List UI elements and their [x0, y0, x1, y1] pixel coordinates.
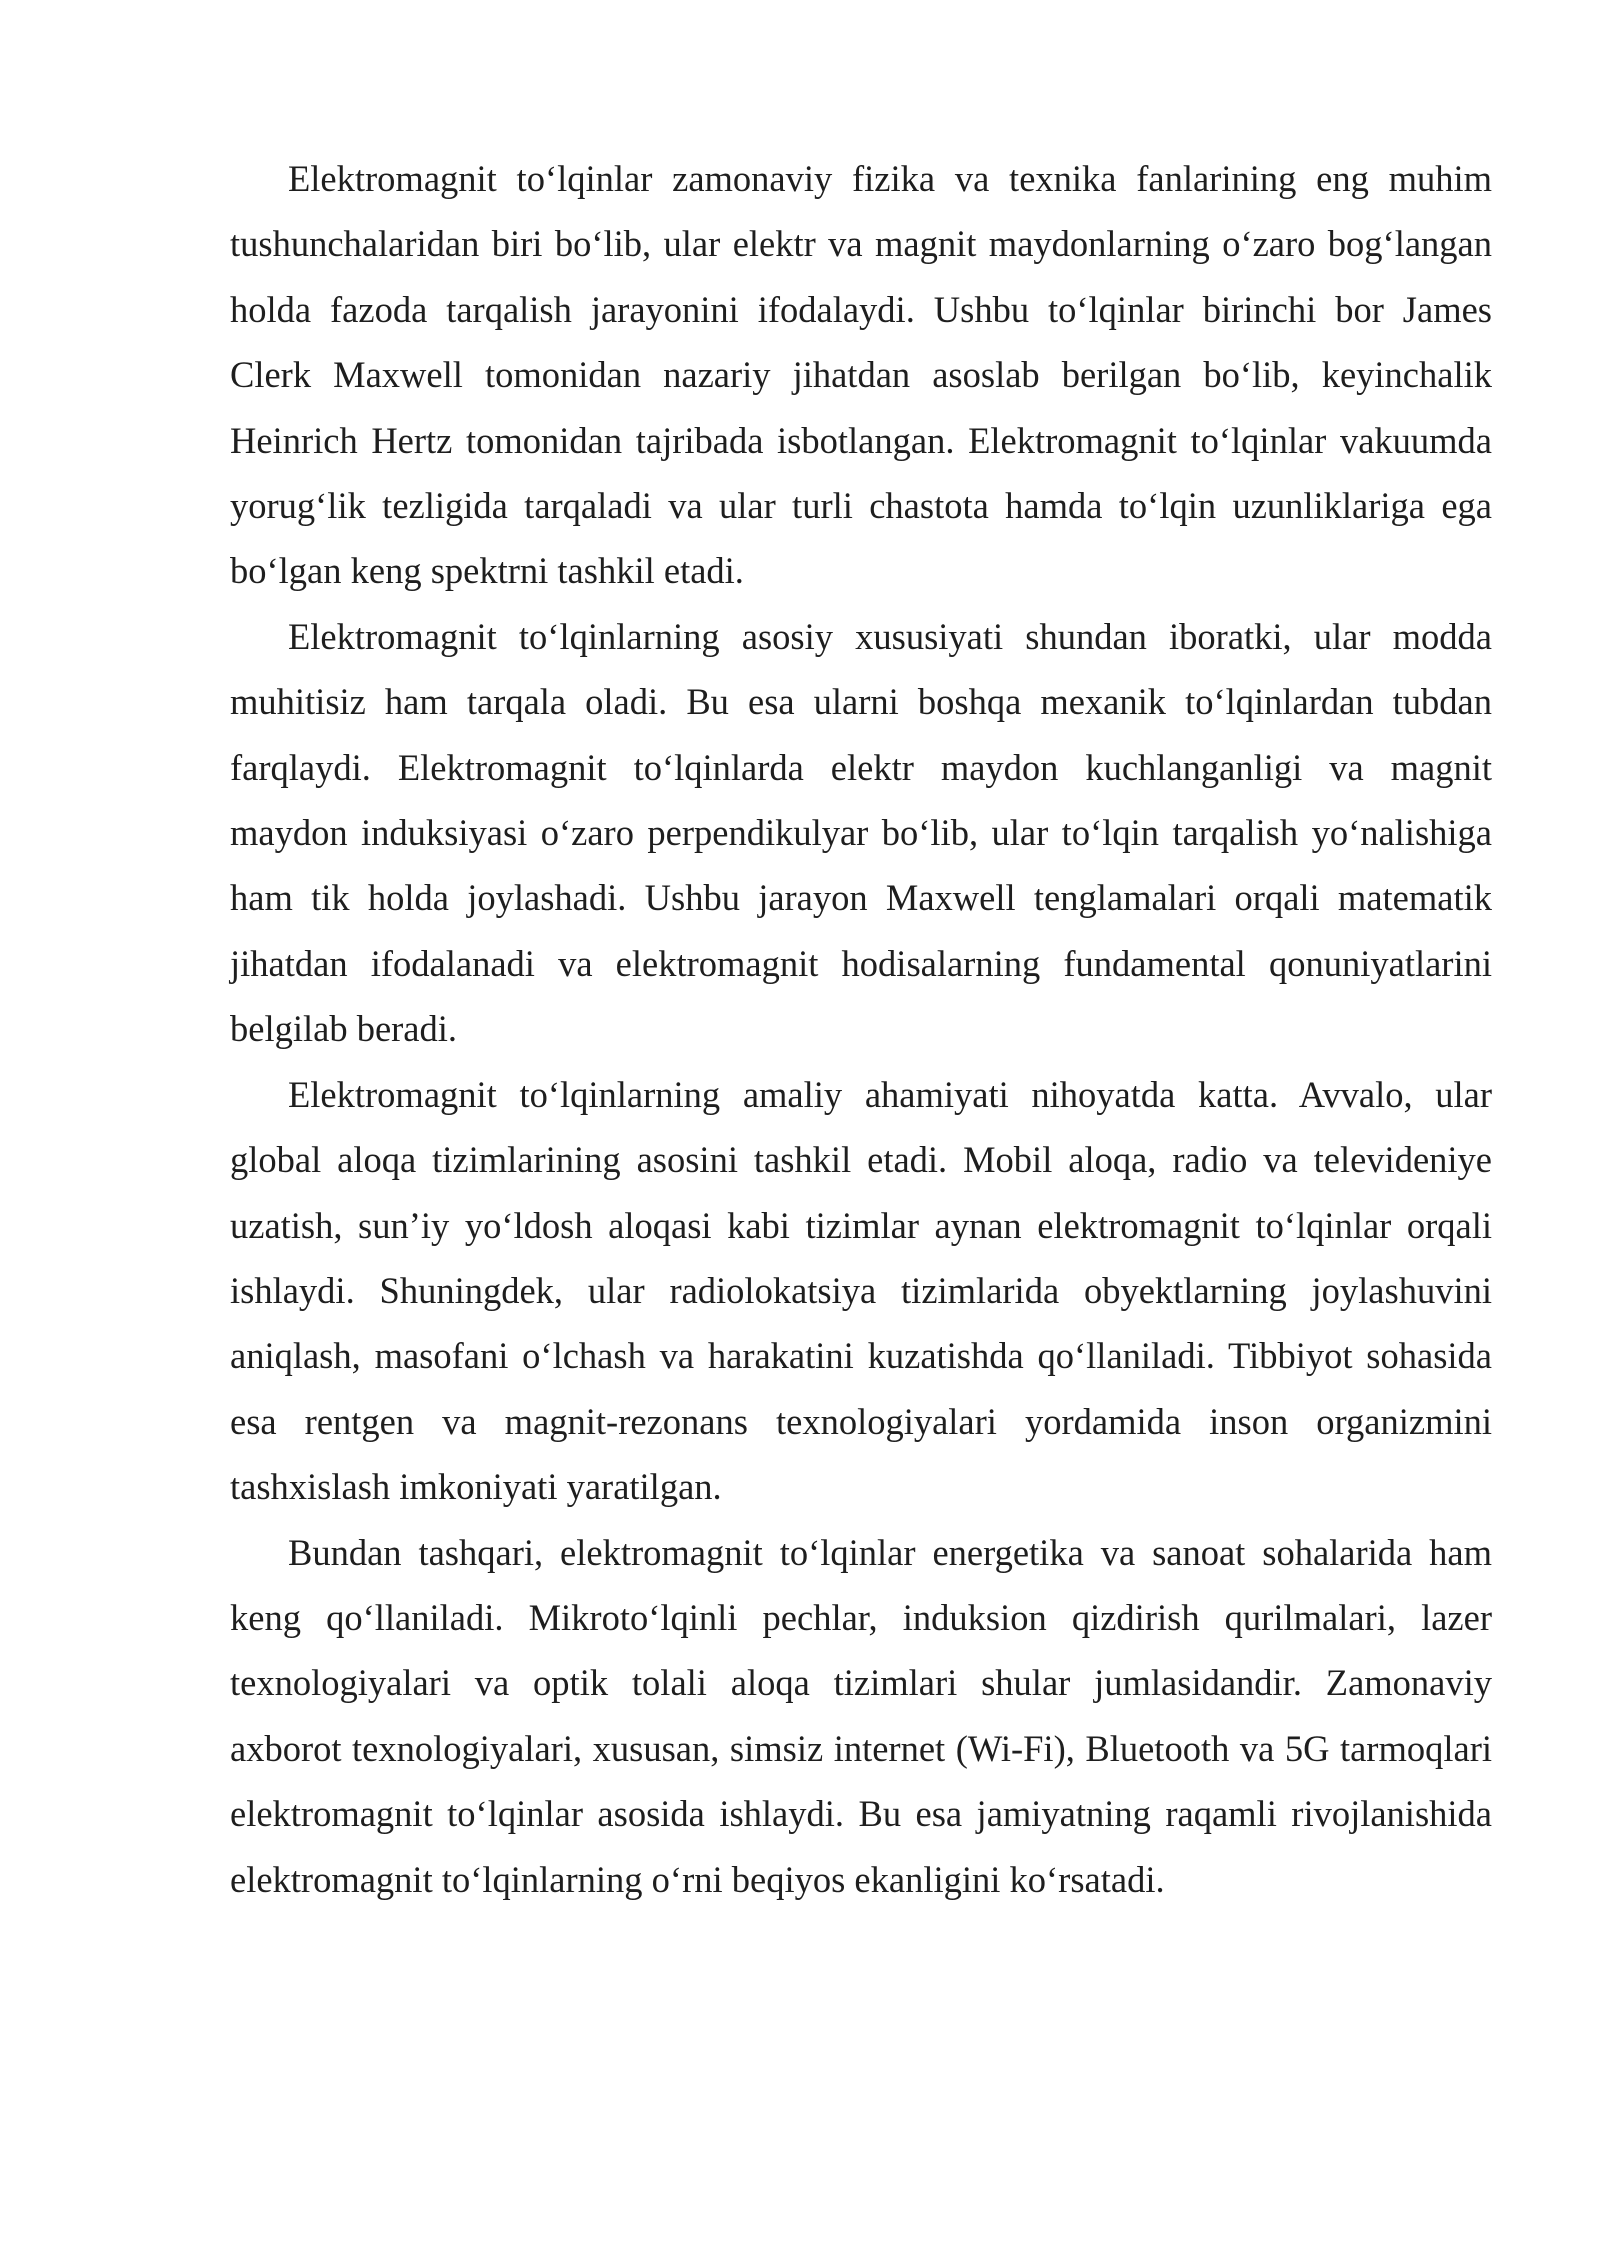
paragraph-3: Elektromagnit to‘lqinlarning amaliy ahamiyati nihoyatda katta. Avvalo, ular global aloqa tizimlarining asosini tashkil etadi. Mobil aloqa, radio va televideniye uzatish, sun’iy yo‘ldosh aloqasi kabi tizimlar aynan elektromagnit to‘lqinlar orqali ishlaydi. Shuningdek, ular radiolokatsiya tizimlarida obyektlarning joylashuvini aniqlash, masofani o‘lchash va harakatini kuzatishda qo‘llaniladi. Tibbiyot sohasida esa rentgen va magnit-rezonans texnologiyalari yordamida inson organizmini tashxislash imkoniyati yaratilgan.	[230, 1073, 1492, 1508]
paragraph-2: Elektromagnit to‘lqinlarning asosiy xususiyati shundan iboratki, ular modda muhitisiz ham tarqala oladi. Bu esa ularni boshqa mexanik to‘lqinlardan tubdan farqlaydi. Elektromagnit to‘lqinlarda elektr maydon kuchlanganligi va magnit maydon induksiyasi o‘zaro perpendikulyar bo‘lib, ular to‘lqin tarqalish yo‘nalishiga ham tik holda joylashadi. Ushbu jarayon Maxwell tenglamalari orqali matematik jihatdan ifodalanadi va elektromagnit hodisalarning fundamental qonuniyatlarini belgilab beradi.	[230, 615, 1492, 1050]
paragraph-1: Elektromagnit to‘lqinlar zamonaviy fizika va texnika fanlarining eng muhim tushunchalaridan biri bo‘lib, ular elektr va magnit maydonlarning o‘zaro bog‘langan holda fazoda tarqalish jarayonini ifodalaydi. Ushbu to‘lqinlar birinchi bor James Clerk Maxwell tomonidan nazariy jihatdan asoslab berilgan bo‘lib, keyinchalik Heinrich Hertz tomonidan tajribada isbotlangan. Elektromagnit to‘lqinlar vakuumda yorug‘lik tezligida tarqaladi va ular turli chastota hamda to‘lqin uzunliklariga ega bo‘lgan keng spektrni tashkil etadi.	[230, 158, 1492, 592]
document-body	[230, 146, 1492, 1912]
paragraph-4: Bundan tashqari, elektromagnit to‘lqinlar energetika va sanoat sohalarida ham keng qo‘llaniladi. Mikroto‘lqinli pechlar, induksion qizdirish qurilmalari, lazer texnologiyalari va optik tolali aloqa tizimlari shular jumlasidandir. Zamonaviy axborot texnologiyalari, xususan, simsiz internet (Wi-Fi), Bluetooth va 5G tarmoqlari elektromagnit to‘lqinlar asosida ishlaydi. Bu esa jamiyatning raqamli rivojlanishida elektromagnit to‘lqinlarning o‘rni beqiyos ekanligini ko‘rsatadi.	[230, 1531, 1492, 1900]
